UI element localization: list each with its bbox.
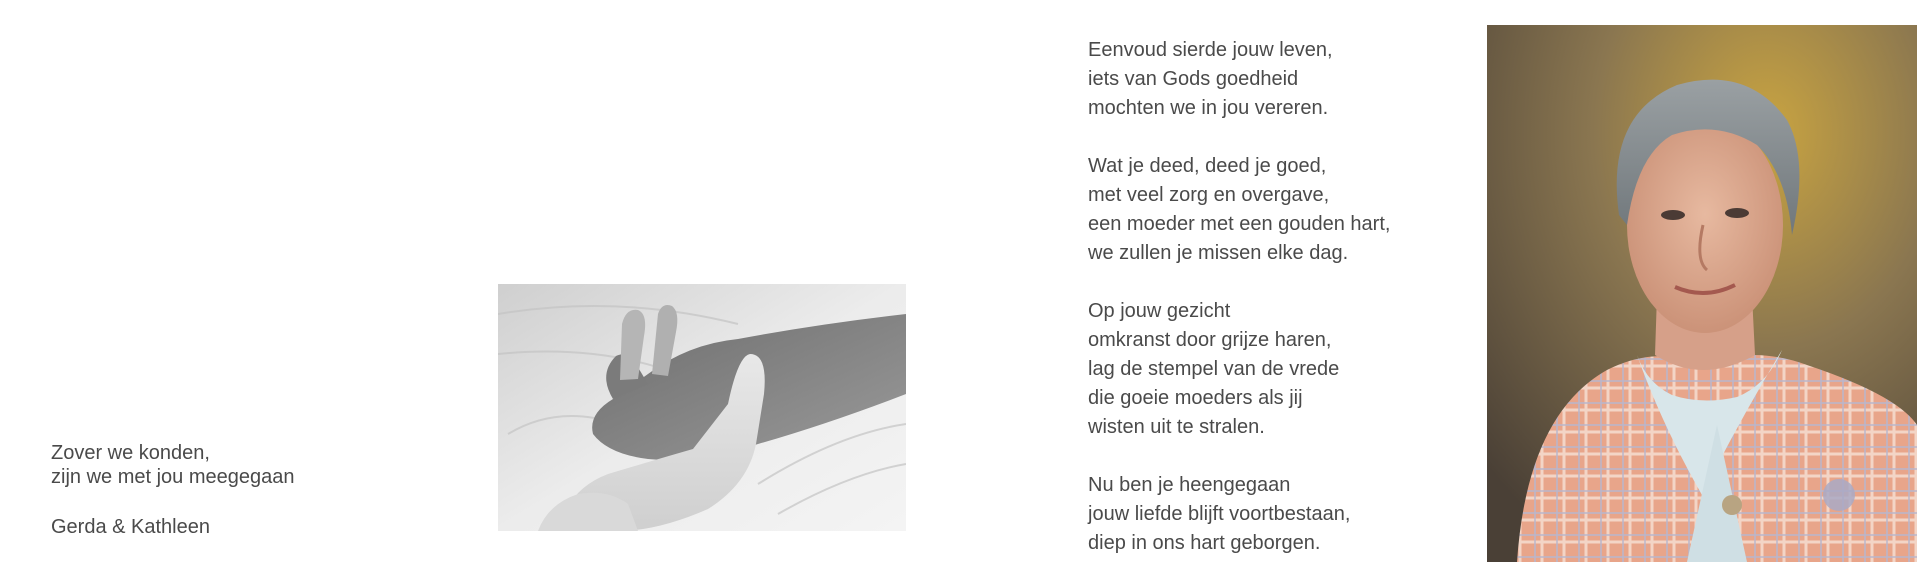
- holding-hands-photo: [498, 284, 906, 531]
- poem-line: wisten uit te stralen.: [1088, 416, 1265, 438]
- poem-stanza-4: [1088, 471, 1390, 558]
- poem-line: lag de stempel van de vrede: [1088, 358, 1340, 380]
- poem-line: mochten we in jou vereren.: [1088, 97, 1329, 119]
- poem-line: jouw liefde blijft voortbestaan,: [1088, 503, 1351, 525]
- poem-line: met veel zorg en overgave,: [1088, 184, 1330, 206]
- poem-stanza-1: [1088, 36, 1390, 123]
- poem-line: een moeder met een gouden hart,: [1088, 213, 1391, 235]
- poem-line: diep in ons hart geborgen.: [1088, 532, 1321, 554]
- poem-line: iets van Gods goedheid: [1088, 68, 1299, 90]
- portrait-illustration: [1487, 25, 1917, 562]
- portrait-photo: [1487, 25, 1917, 562]
- poem-line: Wat je deed, deed je goed,: [1088, 155, 1327, 177]
- poem-line: we zullen je missen elke dag.: [1088, 242, 1349, 264]
- signature: Gerda & Kathleen: [51, 516, 210, 538]
- poem-line: Op jouw gezicht: [1088, 300, 1231, 322]
- dedication-line-1: Zover we konden,: [51, 442, 210, 464]
- dedication-line-2: zijn we met jou meegegaan: [51, 466, 295, 488]
- poem-line: omkranst door grijze haren,: [1088, 329, 1332, 351]
- poem-line: die goeie moeders als jij: [1088, 387, 1303, 409]
- poem: [1088, 36, 1390, 558]
- dedication-text: [51, 441, 294, 539]
- poem-stanza-2: [1088, 152, 1390, 268]
- poem-line: Nu ben je heengegaan: [1088, 474, 1291, 496]
- poem-stanza-3: [1088, 297, 1390, 442]
- holding-hands-illustration: [498, 284, 906, 531]
- poem-line: Eenvoud sierde jouw leven,: [1088, 39, 1333, 61]
